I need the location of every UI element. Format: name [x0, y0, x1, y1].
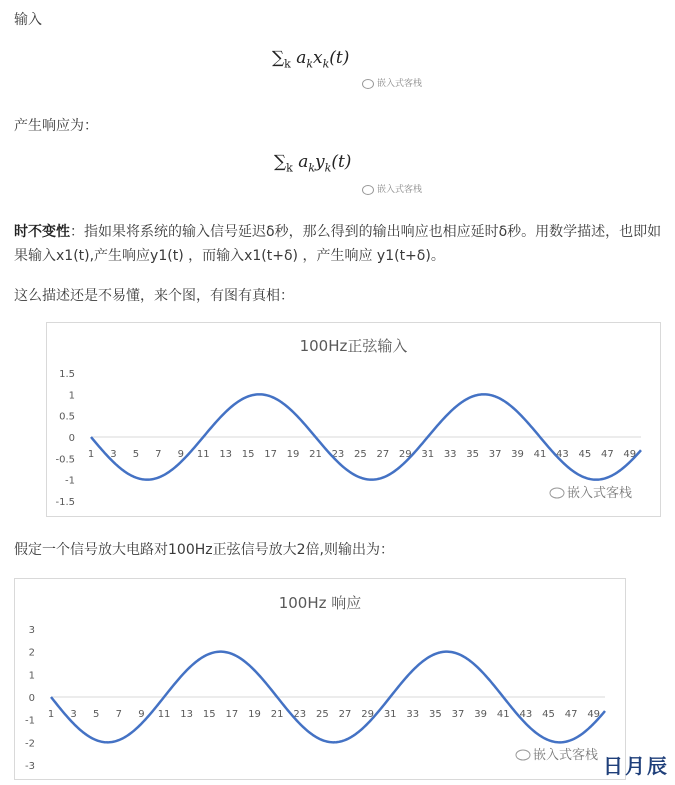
- x-tick-label: 3: [70, 709, 77, 720]
- x-tick-label: 45: [578, 449, 592, 460]
- y-tick-label: -1: [25, 715, 35, 727]
- arg-t: (t): [329, 48, 350, 68]
- x-tick-label: 15: [202, 709, 216, 720]
- watermark-small-2: [362, 182, 422, 195]
- x-tick-label: 21: [309, 449, 322, 460]
- x-tick-label: 21: [270, 709, 284, 720]
- x-tick-label: 1: [87, 449, 95, 460]
- explain-intro: 这么描述还是不易懂，来个图，有图有真相：: [14, 288, 294, 304]
- x-tick-label: 31: [421, 449, 435, 460]
- x-tick-label: 7: [155, 449, 162, 460]
- watermark-text: 嵌入式客栈: [377, 185, 423, 195]
- x-tick-label: 49: [587, 709, 601, 720]
- coef-a: a: [298, 152, 309, 172]
- var-x-sub: k: [322, 57, 330, 71]
- time-invariance-term: 时不变性: [14, 224, 70, 240]
- input-formula: [272, 48, 349, 70]
- x-tick-label: 47: [600, 449, 614, 460]
- x-tick-label: 43: [519, 709, 533, 720]
- y-tick-label: 2: [28, 647, 35, 659]
- chart-watermark-text: 嵌入式客栈: [567, 486, 633, 501]
- y-tick-label: 0.5: [59, 411, 75, 423]
- x-tick-label: 9: [138, 709, 145, 720]
- x-tick-label: 9: [177, 449, 184, 460]
- x-tick-label: 35: [466, 449, 479, 460]
- x-tick-label: 41: [533, 449, 547, 460]
- x-tick-label: 15: [241, 449, 255, 460]
- coef-a-sub: k: [306, 57, 314, 71]
- sum-subscript: k: [284, 57, 291, 71]
- x-tick-label: 25: [354, 449, 367, 460]
- x-tick-label: 45: [542, 709, 555, 720]
- x-tick-label: 43: [556, 449, 569, 460]
- x-tick-label: 1: [47, 709, 55, 720]
- chart-response-svg: [15, 579, 625, 779]
- coef-a: a: [296, 48, 307, 68]
- y-tick-label: -1: [65, 475, 75, 487]
- x-tick-label: 23: [331, 449, 345, 460]
- chart-watermark-text: 嵌入式客栈: [533, 748, 599, 763]
- sum-symbol: ∑: [274, 152, 287, 172]
- input-label: 输入: [14, 12, 42, 28]
- watermark-text: 嵌入式客栈: [377, 79, 423, 89]
- x-tick-label: 13: [219, 449, 233, 460]
- time-invariance-body: ：指如果将系统的输入信号延迟δ秒，那么得到的输出响应也相应延时δ秒。用数学描述，也即如果输入x1(t),产生响应y1(t) ，而输入x1(t+δ) ，产生响应 y1(t+δ)。: [14, 224, 662, 264]
- x-tick-label: 33: [406, 709, 420, 720]
- y-tick-label: 3: [28, 625, 35, 636]
- response-label: 产生响应为：: [14, 118, 98, 134]
- sum-subscript: k: [286, 161, 293, 175]
- coef-a-sub: k: [308, 161, 316, 175]
- x-tick-label: 29: [398, 449, 412, 460]
- amplifier-text: 假定一个信号放大电路对100Hz正弦信号放大2倍,则输出为：: [14, 542, 394, 558]
- chart-title: 100Hz正弦输入: [299, 337, 408, 355]
- chart-title: 100Hz 响应: [278, 594, 362, 612]
- x-tick-label: 19: [248, 709, 261, 720]
- x-tick-label: 17: [225, 709, 239, 720]
- x-tick-label: 35: [429, 709, 442, 720]
- x-tick-label: 33: [443, 449, 457, 460]
- time-invariance-paragraph: [14, 220, 666, 268]
- response-formula: [274, 152, 351, 174]
- y-tick-label: 1: [28, 670, 35, 682]
- x-tick-label: 13: [180, 709, 194, 720]
- x-tick-label: 39: [474, 709, 487, 720]
- chart-input: [46, 322, 661, 517]
- x-tick-label: 39: [511, 449, 524, 460]
- y-tick-label: -2: [25, 738, 35, 750]
- y-tick-label: 1: [68, 390, 75, 402]
- x-tick-label: 41: [496, 709, 510, 720]
- x-tick-label: 3: [110, 449, 117, 460]
- x-tick-label: 27: [338, 709, 352, 720]
- x-tick-label: 47: [564, 709, 578, 720]
- x-tick-label: 27: [376, 449, 390, 460]
- x-tick-label: 23: [293, 709, 307, 720]
- chart-watermark: [550, 485, 632, 501]
- x-tick-label: 49: [623, 449, 637, 460]
- chart-input-svg: [47, 323, 660, 516]
- x-tick-label: 37: [488, 449, 502, 460]
- x-tick-label: 11: [196, 449, 210, 460]
- x-tick-label: 17: [264, 449, 277, 460]
- y-tick-label: 0: [68, 433, 75, 444]
- arg-t: (t): [331, 152, 352, 172]
- y-tick-label: -1.5: [55, 497, 75, 508]
- y-tick-label: -0.5: [55, 454, 75, 466]
- y-tick-label: -3: [25, 761, 35, 772]
- chart-watermark: [516, 747, 598, 763]
- x-tick-label: 29: [361, 709, 374, 720]
- corner-logo: 日月辰: [603, 754, 669, 778]
- wechat-icon: [362, 79, 374, 89]
- watermark-small-1: [362, 76, 422, 89]
- var-y: y: [315, 152, 325, 172]
- var-x: x: [313, 48, 323, 68]
- var-y-sub: k: [324, 161, 332, 175]
- x-tick-label: 25: [315, 709, 329, 720]
- wechat-icon: [516, 750, 530, 760]
- x-tick-label: 5: [132, 449, 140, 460]
- wechat-icon: [362, 185, 374, 195]
- x-tick-label: 7: [115, 709, 123, 720]
- sum-symbol: ∑: [272, 48, 285, 68]
- x-tick-label: 31: [383, 709, 397, 720]
- x-tick-label: 37: [451, 709, 465, 720]
- wechat-icon: [550, 488, 564, 498]
- x-tick-label: 5: [93, 709, 100, 720]
- y-tick-label: 0: [28, 693, 35, 704]
- x-tick-label: 19: [286, 449, 300, 460]
- chart-response: [14, 578, 626, 780]
- x-tick-label: 11: [157, 709, 171, 720]
- y-tick-label: 1.5: [59, 369, 75, 380]
